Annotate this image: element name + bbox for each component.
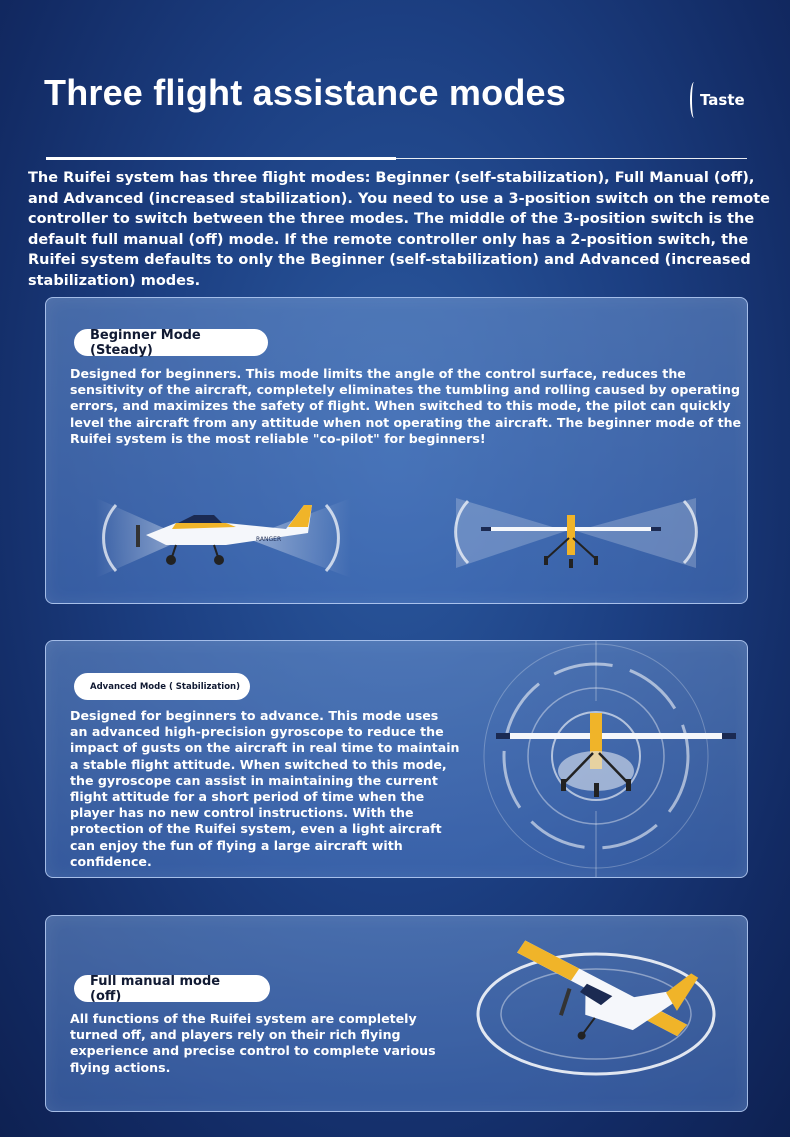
beginner-mode-card <box>45 297 748 604</box>
beginner-side-view-illustration <box>76 493 356 583</box>
plane-logo-text: RANGER <box>256 536 282 543</box>
bracket-icon <box>690 82 698 118</box>
advanced-mode-label: Advanced Mode ( Stabilization) <box>74 673 250 700</box>
advanced-gyro-illustration <box>456 641 748 878</box>
taste-label: Taste <box>700 91 745 109</box>
intro-text: The Ruifei system has three flight modes: Beginner (self-stabilization), Full Manual (off), and Advanced (increased stabilization). You need to use a 3-position switch on the remote controller to switch between the three modes. The middle of the 3-position switch is the default full manual (off) mode. If the remote controller only has a 2-position switch, the Ruifei system defaults to only the Beginner (self-stabilization) and Advanced (increased stabilization) modes. <box>28 170 770 289</box>
advanced-mode-card <box>45 640 748 878</box>
taste-badge <box>690 82 745 118</box>
side-view-airplane <box>136 505 312 565</box>
full-manual-illustration <box>466 926 746 1106</box>
beginner-mode-label: Beginner Mode (Steady) <box>74 329 268 356</box>
banking-airplane <box>498 926 703 1069</box>
beginner-mode-description: Designed for beginners. This mode limits the angle of the control surface, reduces the sensitivity of the aircraft, completely eliminates the tumbling and rolling caused by operating errors, and maximizes the safety of flight. When switched to this mode, the pilot can quickly level the aircraft from any attitude when not operating the aircraft. The beginner mode of the Ruifei system is the most reliable "co-pilot" for beginners! <box>70 366 742 446</box>
full-manual-mode-description: All functions of the Ruifei system are completely turned off, and players rely on their rich flying experience and precise control to complete various flying actions. <box>70 1011 436 1075</box>
title-rule-thick <box>46 157 396 160</box>
page-title: Three flight assistance modes <box>44 72 566 113</box>
beginner-front-view-illustration <box>426 493 716 583</box>
advanced-mode-description: Designed for beginners to advance. This mode uses an advanced high-precision gyroscope to reduce the impact of gusts on the aircraft in real time to maintain a stable flight attitude. When switched to this mode, the gyroscope can assist in maintaining the current flight attitude for a short period of time when the player has no new control instructions. With the protection of the Ruifei system, even a light aircraft can enjoy the fun of flying a large aircraft with confidence. <box>70 708 460 869</box>
full-manual-mode-label: Full manual mode (off) <box>74 975 270 1002</box>
front-view-airplane-large <box>496 713 736 797</box>
full-manual-mode-card <box>45 915 748 1112</box>
title-rule-thin <box>396 158 747 159</box>
